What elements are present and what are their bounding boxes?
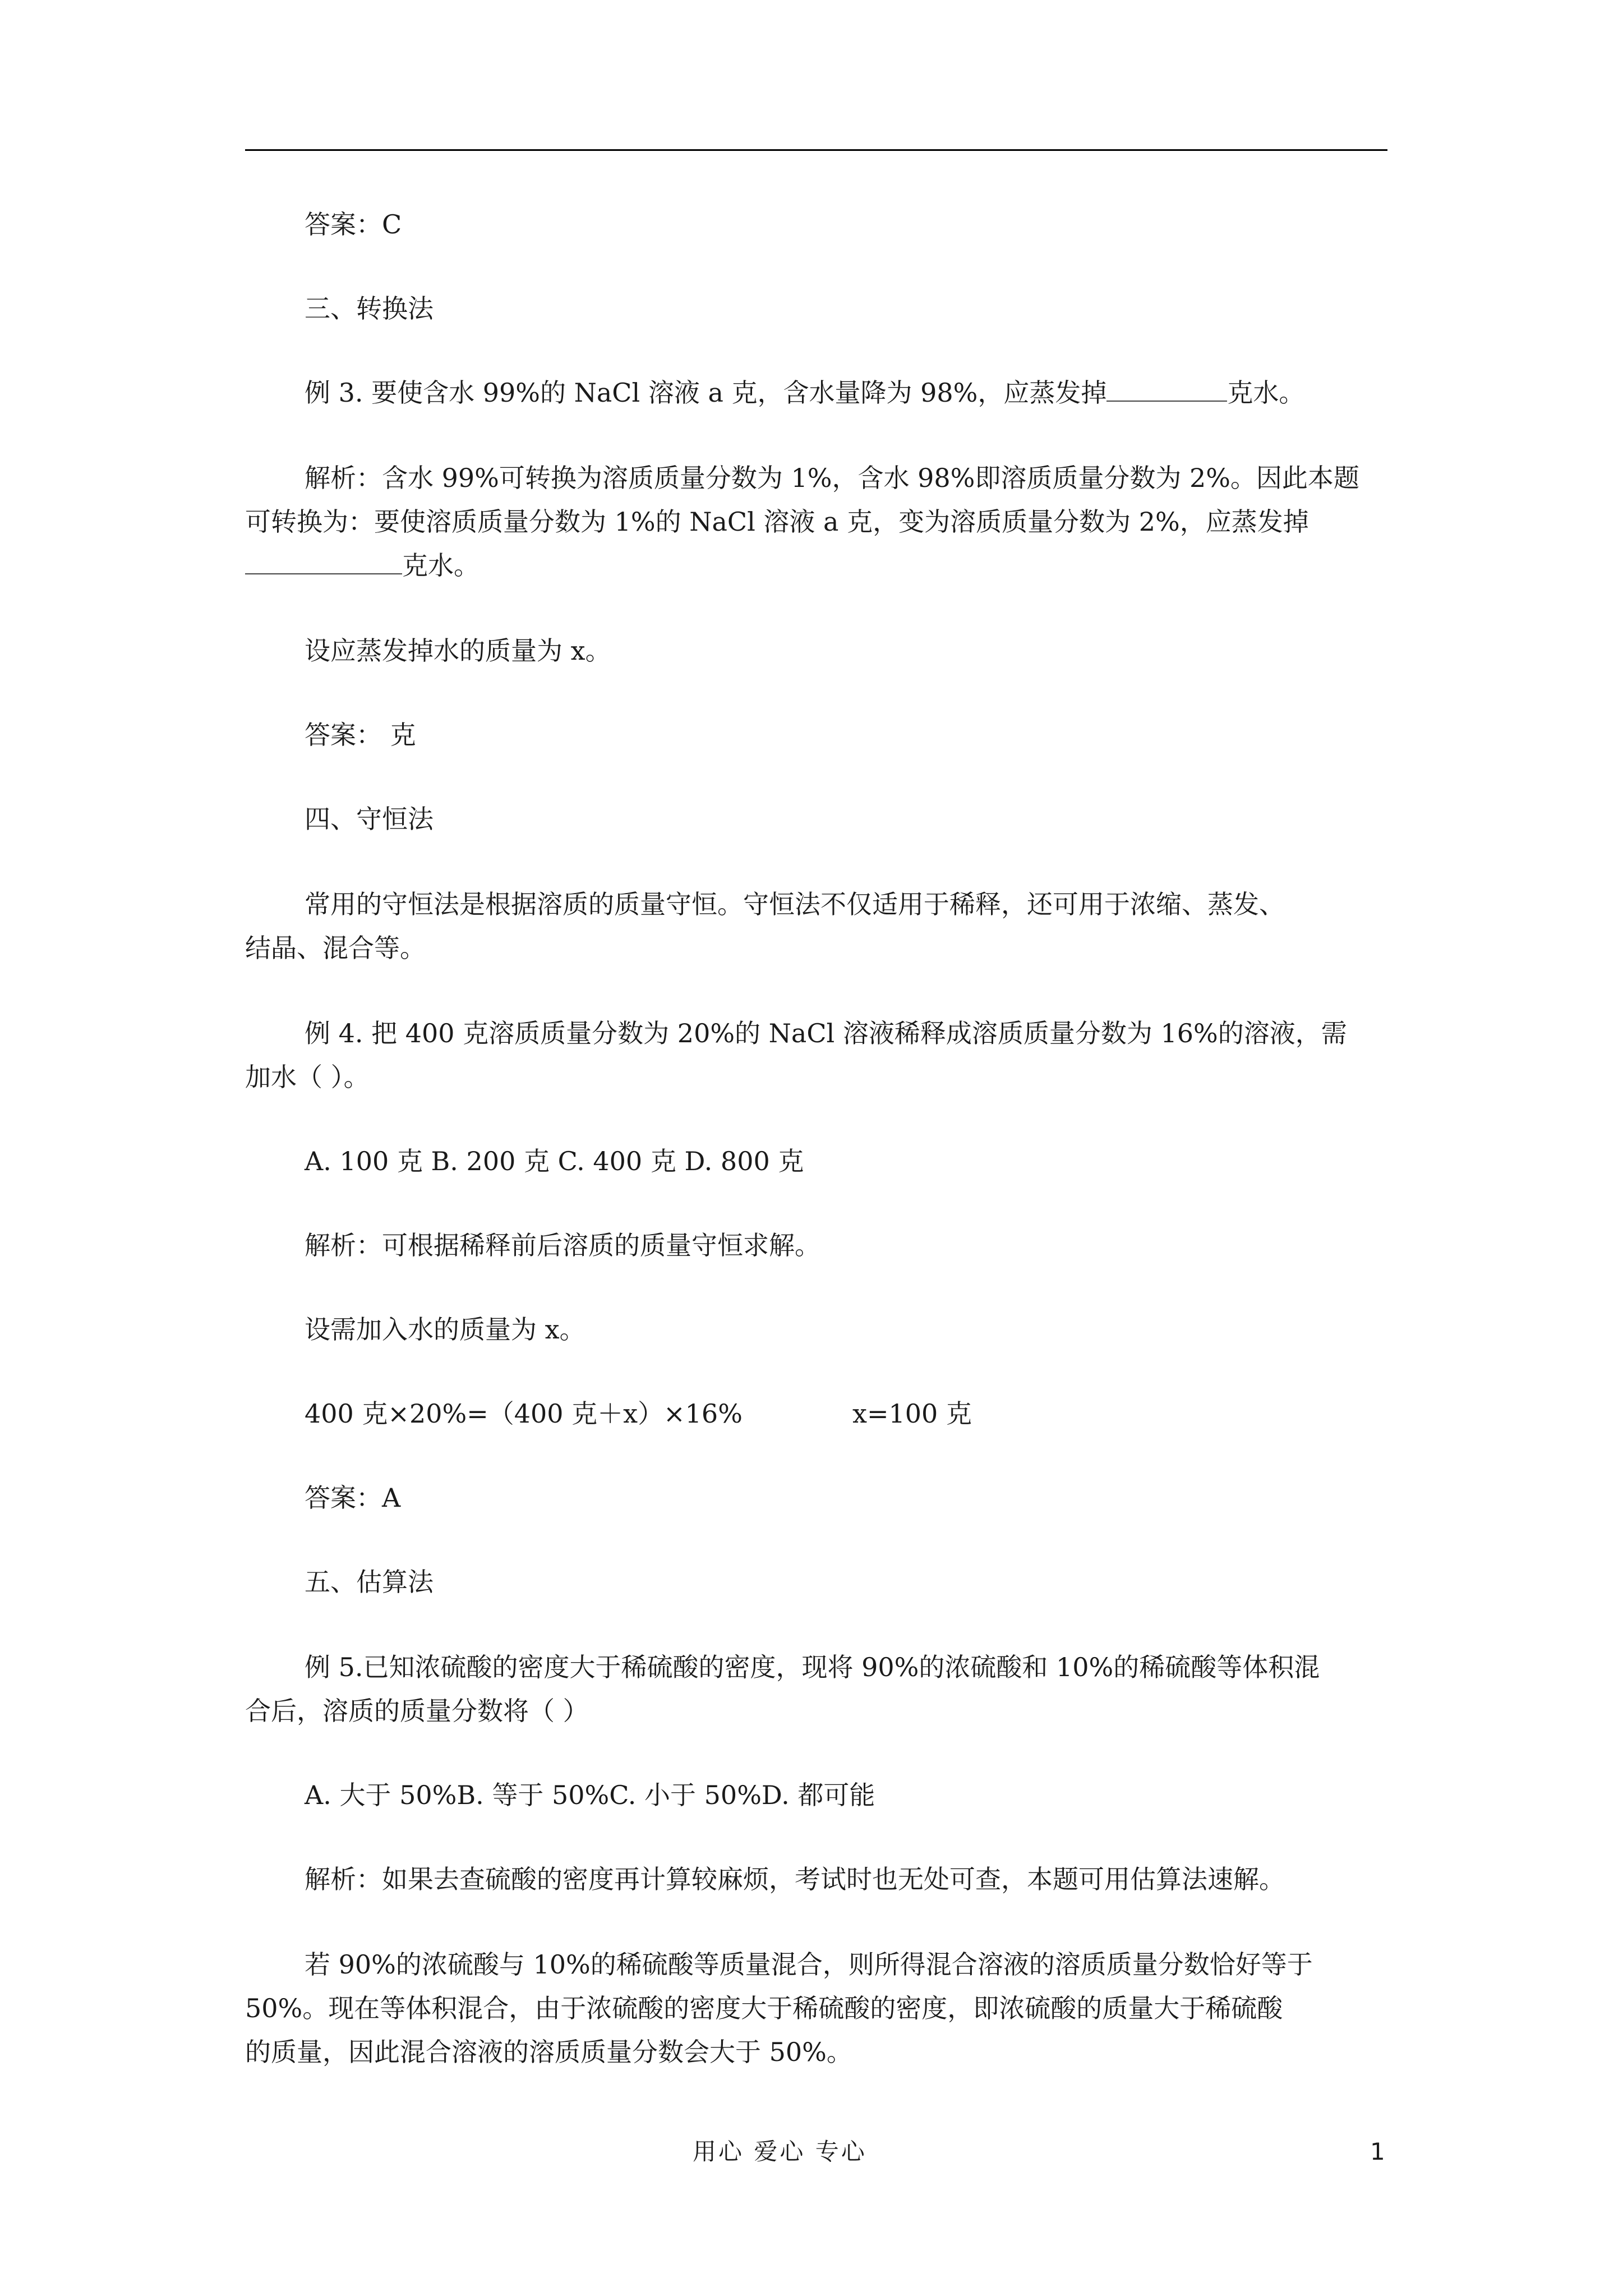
example-3-tail: 克水。 xyxy=(1227,378,1305,408)
setup-line: 设需加入水的质量为 x。 xyxy=(305,1314,585,1345)
paragraph-line: 若 90%的浓硫酸与 10%的稀硫酸等质量混合，则所得混合溶液的溶质质量分数恰好等于 xyxy=(305,1949,1313,1980)
answer-line: 答案：A xyxy=(305,1483,401,1513)
analysis-line: 解析：如果去查硫酸的密度再计算较麻烦，考试时也无处可查，本题可用估算法速解。 xyxy=(305,1864,1285,1894)
page-number: 1 xyxy=(1370,2138,1385,2165)
equation-result: x=100 克 xyxy=(852,1398,972,1429)
setup-line: 设应蒸发掉水的质量为 x。 xyxy=(305,636,611,666)
equation-line: 400 克×20%=（400 克＋x）×16% xyxy=(305,1398,743,1429)
analysis-line: 可转换为：要使溶质质量分数为 1%的 NaCl 溶液 a 克，变为溶质质量分数为 2%，应蒸发掉 xyxy=(245,507,1309,537)
answer-blank xyxy=(1106,378,1227,402)
paragraph-line: 50%。现在等体积混合，由于浓硫酸的密度大于稀硫酸的密度，即浓硫酸的质量大于稀硫酸 xyxy=(245,1993,1283,2023)
analysis-line: 解析：含水 99%可转换为溶质质量分数为 1%，含水 98%即溶质质量分数为 2%。因此本题 xyxy=(305,463,1359,493)
answer-line: 答案：C xyxy=(305,209,402,240)
options-line: A. 100 克 B. 200 克 C. 400 克 D. 800 克 xyxy=(305,1146,804,1176)
example-3-line xyxy=(305,376,1304,409)
paragraph-line: 结晶、混合等。 xyxy=(245,933,426,963)
example-5-line: 合后，溶质的质量分数将（ ） xyxy=(245,1696,589,1726)
section-heading: 五、估算法 xyxy=(305,1567,434,1597)
analysis-line: 解析：可根据稀释前后溶质的质量守恒求解。 xyxy=(305,1230,820,1260)
section-heading: 三、转换法 xyxy=(305,293,434,324)
example-4-line: 加水（ ）。 xyxy=(245,1062,370,1092)
analysis-line xyxy=(245,549,479,582)
answer-line: 答案： 克 xyxy=(305,720,416,750)
options-line: A. 大于 50%B. 等于 50%C. 小于 50%D. 都可能 xyxy=(305,1780,875,1810)
header-rule xyxy=(245,149,1387,151)
paragraph-line: 的质量，因此混合溶液的溶质质量分数会大于 50%。 xyxy=(245,2037,852,2067)
analysis-tail: 克水。 xyxy=(402,550,479,581)
paragraph-line: 常用的守恒法是根据溶质的质量守恒。守恒法不仅适用于稀释，还可用于浓缩、蒸发、 xyxy=(305,889,1285,919)
example-5-line: 例 5.已知浓硫酸的密度大于稀硫酸的密度，现将 90%的浓硫酸和 10%的稀硫酸等体积混 xyxy=(305,1652,1320,1682)
example-4-line: 例 4. 把 400 克溶质质量分数为 20%的 NaCl 溶液稀释成溶质质量分数为 16%的溶液，需 xyxy=(305,1018,1347,1048)
footer-motto: 用心 爱心 专心 xyxy=(693,2138,867,2165)
answer-blank xyxy=(245,551,402,574)
example-3-text: 例 3. 要使含水 99%的 NaCl 溶液 a 克，含水量降为 98%，应蒸发掉 xyxy=(305,378,1107,408)
section-heading: 四、守恒法 xyxy=(305,804,434,834)
